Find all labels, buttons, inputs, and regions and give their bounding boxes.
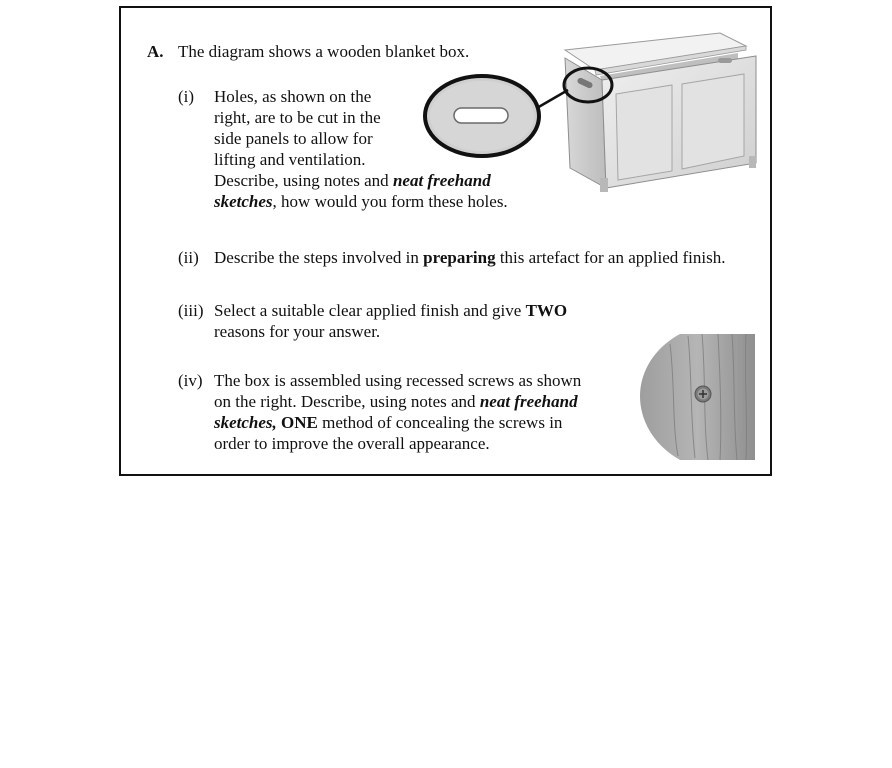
part-iv-number: (iv): [178, 371, 203, 390]
part-i-line-6: sketches, how would you form these holes.: [214, 192, 508, 211]
part-ii-text: Describe the steps involved in preparing this artefact for an applied finish.: [214, 248, 726, 267]
question-label: A.: [147, 42, 164, 61]
part-i-number: (i): [178, 87, 195, 106]
recessed-screw-image: [640, 334, 756, 460]
part-iii-line-1: Select a suitable clear applied finish and give TWO: [214, 301, 568, 320]
part-iv-line-2: on the right. Describe, using notes and neat freehand: [214, 392, 578, 411]
part-ii-number: (ii): [178, 248, 199, 267]
part-iii-line-2: reasons for your answer.: [214, 322, 381, 341]
part-iv-line-1: The box is assembled using recessed screws as shown: [214, 371, 582, 390]
blanket-box-image: [420, 28, 765, 193]
question-intro: The diagram shows a wooden blanket box.: [178, 42, 470, 61]
part-i-line-5: Describe, using notes and neat freehand: [214, 171, 491, 190]
part-i-line-2: right, are to be cut in the: [214, 108, 381, 127]
part-iv-line-3: sketches, ONE method of concealing the screws in: [214, 413, 563, 432]
part-i-line-4: lifting and ventilation.: [214, 150, 366, 169]
part-iv-line-4: order to improve the overall appearance.: [214, 434, 490, 453]
part-i-line-3: side panels to allow for: [214, 129, 373, 148]
part-i-line-1: Holes, as shown on the: [214, 87, 372, 106]
part-iii-number: (iii): [178, 301, 204, 320]
